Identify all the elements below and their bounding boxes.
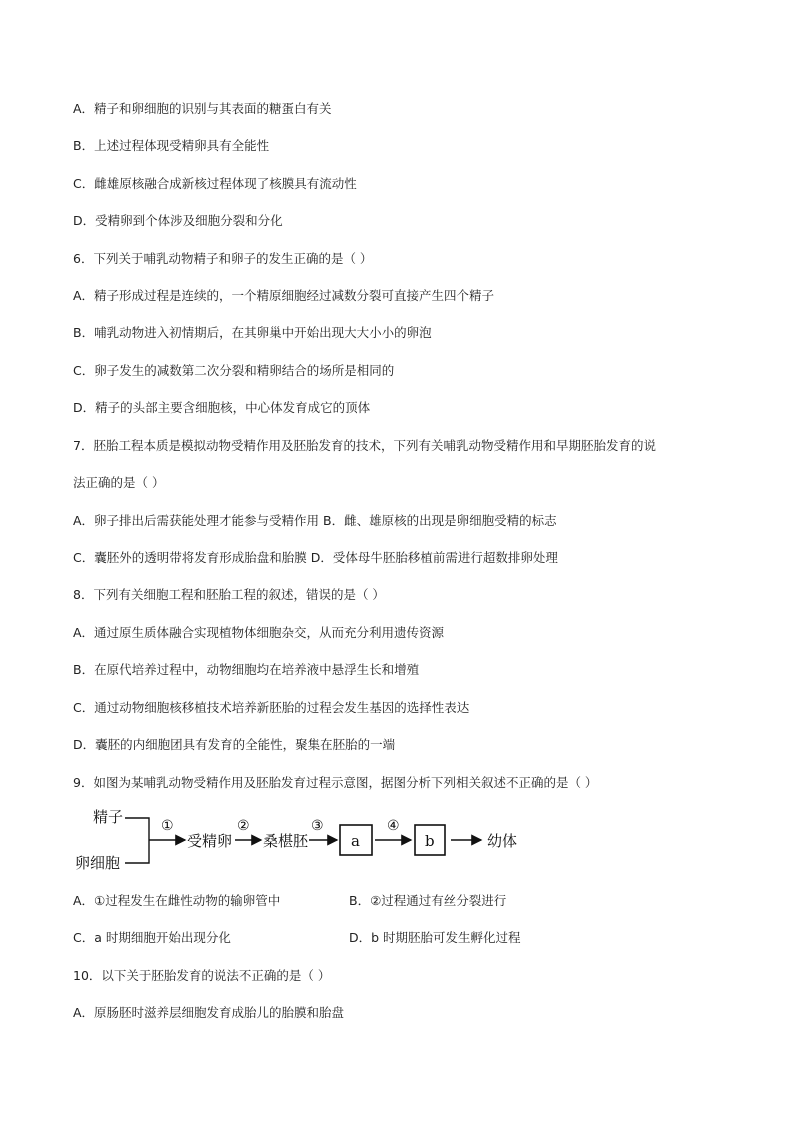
label-egg: 卵细胞 xyxy=(75,854,121,872)
label-box-a: a xyxy=(351,832,360,850)
label-step-3: ③ xyxy=(311,818,324,834)
q9-option-b: B．②过程通过有丝分裂进行 xyxy=(349,893,507,908)
label-box-b: b xyxy=(425,832,435,850)
q8-option-a: A．通过原生质体融合实现植物体细胞杂交，从而充分利用遗传资源 xyxy=(73,625,445,640)
label-morula: 桑椹胚 xyxy=(263,832,309,850)
q5-option-c: C．雌雄原核融合成新核过程体现了核膜具有流动性 xyxy=(73,176,357,191)
q5-option-d: D．受精卵到个体涉及细胞分裂和分化 xyxy=(73,213,283,228)
q7-stem-line2: 法正确的是（ ） xyxy=(73,475,165,490)
q9-option-a: A．①过程发生在雌性动物的输卵管中 xyxy=(73,893,281,908)
q6-option-d: D．精子的头部主要含细胞核，中心体发育成它的顶体 xyxy=(73,400,371,415)
q6-stem: 6．下列关于哺乳动物精子和卵子的发生正确的是（ ） xyxy=(73,251,373,266)
label-young: 幼体 xyxy=(487,832,518,850)
q7-stem-line1: 7．胚胎工程本质是模拟动物受精作用及胚胎发育的技术，下列有关哺乳动物受精作用和早期胚胎发育的说 xyxy=(73,438,656,453)
q6-option-b: B．哺乳动物进入初情期后，在其卵巢中开始出现大大小小的卵泡 xyxy=(73,325,432,340)
q8-option-c: C．通过动物细胞核移植技术培养新胚胎的过程会发生基因的选择性表达 xyxy=(73,700,470,715)
q7-options-cd: C．囊胚外的透明带将发育形成胎盘和胎膜 D．受体母牛胚胎移植前需进行超数排卵处理 xyxy=(73,550,558,565)
bracket-line xyxy=(125,818,157,863)
q6-option-a: A．精子形成过程是连续的，一个精原细胞经过减数分裂可直接产生四个精子 xyxy=(73,288,495,303)
fertilization-flow-diagram xyxy=(73,806,543,882)
q5-option-a: A．精子和卵细胞的识别与其表面的糖蛋白有关 xyxy=(73,101,332,116)
label-zygote: 受精卵 xyxy=(187,832,233,850)
q8-option-d: D．囊胚的内细胞团具有发育的全能性，聚集在胚胎的一端 xyxy=(73,737,396,752)
q8-option-b: B．在原代培养过程中，动物细胞均在培养液中悬浮生长和增殖 xyxy=(73,662,420,677)
q8-stem: 8．下列有关细胞工程和胚胎工程的叙述，错误的是（ ） xyxy=(73,587,385,602)
label-step-2: ② xyxy=(237,818,250,834)
q10-option-a: A．原肠胚时滋养层细胞发育成胎儿的胎膜和胎盘 xyxy=(73,1005,345,1020)
q9-stem: 9．如图为某哺乳动物受精作用及胚胎发育过程示意图，据图分析下列相关叙述不正确的是（ ） xyxy=(73,775,598,790)
label-sperm: 精子 xyxy=(93,808,124,826)
q10-stem: 10．以下关于胚胎发育的说法不正确的是（ ） xyxy=(73,968,331,983)
q7-options-ab: A．卵子排出后需获能处理才能参与受精作用 B．雌、雄原核的出现是卵细胞受精的标志 xyxy=(73,513,557,528)
label-step-1: ① xyxy=(161,818,174,834)
q5-option-b: B．上述过程体现受精卵具有全能性 xyxy=(73,138,270,153)
q9-option-c: C．a 时期细胞开始出现分化 xyxy=(73,930,231,945)
q6-option-c: C．卵子发生的减数第二次分裂和精卵结合的场所是相同的 xyxy=(73,363,395,378)
q9-option-d: D．b 时期胚胎可发生孵化过程 xyxy=(349,930,521,945)
label-step-4: ④ xyxy=(387,818,400,834)
